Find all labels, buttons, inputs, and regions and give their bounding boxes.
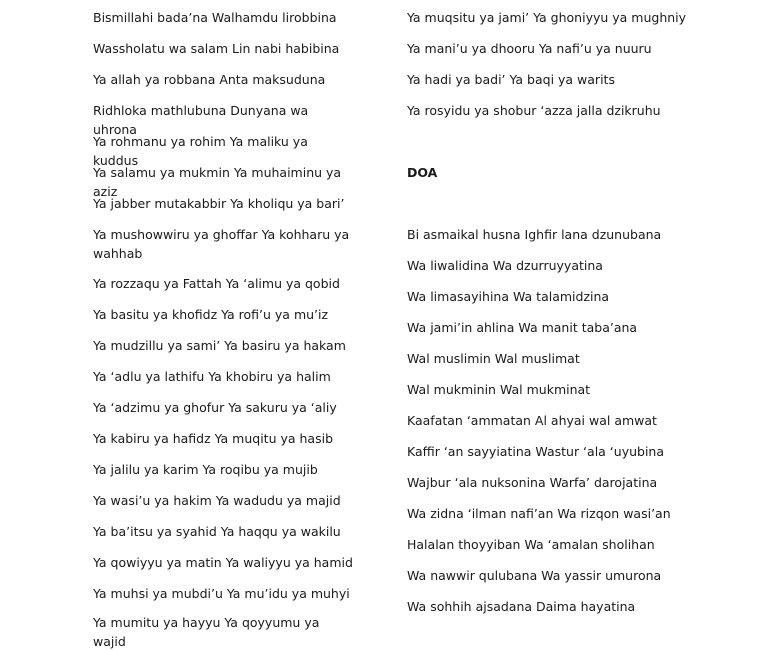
text-line: Ya kabiru ya hafidz Ya muqitu ya hasib xyxy=(93,431,334,446)
text-line: Kaffir ‘an sayyiatina Wastur ‘ala ‘uyubina xyxy=(407,444,665,459)
text-line: Ya ba’itsu ya syahid Ya haqqu ya wakilu xyxy=(93,524,341,539)
text-line: Wal mukminin Wal mukminat xyxy=(407,382,591,397)
text-line: Ya jabber mutakabbir Ya kholiqu ya bari’ xyxy=(93,196,345,211)
text-line: Wa sohhih ajsadana Daima hayatina xyxy=(407,599,636,614)
text-line: Ya jalilu ya karim Ya roqibu ya mujib xyxy=(93,462,318,477)
text-line: Ya salamu ya mukmin Ya muhaiminu ya aziz xyxy=(93,165,342,199)
text-line: Bi asmaikal husna Ighfir lana dzunubana xyxy=(407,227,662,242)
text-line: Ya mumitu ya hayyu Ya qoyyumu ya wajid xyxy=(93,615,320,649)
text-line: Ya mani’u ya dhooru Ya nafi’u ya nuuru xyxy=(407,41,652,56)
section-heading: DOA xyxy=(407,165,438,180)
text-line: Wa liwalidina Wa dzurruyyatina xyxy=(407,258,603,273)
text-line: Ya qowiyyu ya matin Ya waliyyu ya hamid xyxy=(93,555,353,570)
text-line: Ya allah ya robbana Anta maksuduna xyxy=(93,72,326,87)
text-line: Ya mudzillu ya sami’ Ya basiru ya hakam xyxy=(93,338,346,353)
text-line: Ya ‘adlu ya lathifu Ya khobiru ya halim xyxy=(93,369,331,384)
text-line: Ya rosyidu ya shobur ‘azza jalla dzikruhu xyxy=(407,103,661,118)
text-line: Ya muqsitu ya jami’ Ya ghoniyyu ya mughniy xyxy=(407,10,687,25)
text-line: Wal muslimin Wal muslimat xyxy=(407,351,580,366)
text-line: Wa jami’in ahlina Wa manit taba’ana xyxy=(407,320,638,335)
text-line: Halalan thoyyiban Wa ‘amalan sholihan xyxy=(407,537,655,552)
text-line: Ya rozzaqu ya Fattah Ya ‘alimu ya qobid xyxy=(93,276,340,291)
text-line: Ya rohmanu ya rohim Ya maliku ya kuddus xyxy=(93,134,308,168)
text-line: Wajbur ‘ala nuksonina Warfa’ darojatina xyxy=(407,475,658,490)
text-line: Bismillahi bada’na Walhamdu lirobbina xyxy=(93,10,337,25)
text-line: Ya ‘adzimu ya ghofur Ya sakuru ya ‘aliy xyxy=(93,400,337,415)
text-line: Wa zidna ‘ilman nafi’an Wa rizqon wasi’an xyxy=(407,506,671,521)
text-line: Wassholatu wa salam Lin nabi habibina xyxy=(93,41,340,56)
text-line: Ya basitu ya khofidz Ya rofi’u ya mu’iz xyxy=(93,307,329,322)
text-line: Ya wasi’u ya hakim Ya wadudu ya majid xyxy=(93,493,341,508)
text-line: Kaafatan ‘ammatan Al ahyai wal amwat xyxy=(407,413,657,428)
text-line: Ridhloka mathlubuna Dunyana wa uhrona xyxy=(93,103,309,137)
text-line: Ya muhsi ya mubdi’u Ya mu’idu ya muhyi xyxy=(93,586,350,601)
text-line: Wa limasayihina Wa talamidzina xyxy=(407,289,610,304)
text-line: Ya mushowwiru ya ghoffar Ya kohharu ya wahhab xyxy=(93,227,350,261)
text-line: Ya hadi ya badi’ Ya baqi ya warits xyxy=(407,72,615,87)
text-line: Wa nawwir qulubana Wa yassir umurona xyxy=(407,568,662,583)
